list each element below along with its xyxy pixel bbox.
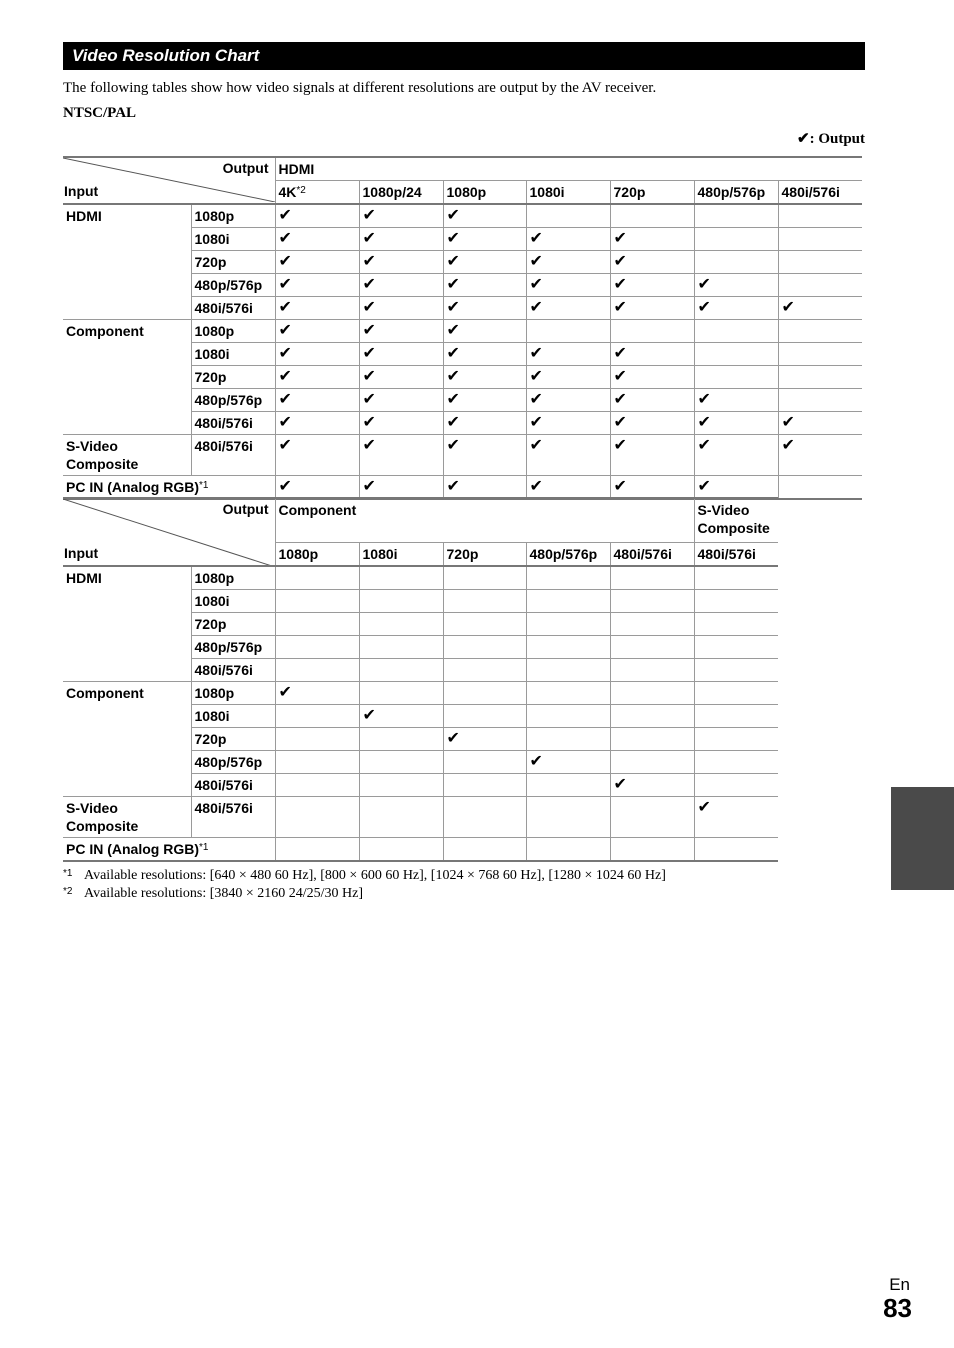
input-resolution: 720p xyxy=(191,727,275,750)
output-empty-cell xyxy=(778,389,862,412)
table-row xyxy=(63,204,862,228)
analog-output-table xyxy=(63,497,778,862)
output-empty-cell xyxy=(443,612,526,635)
output-empty-cell xyxy=(359,796,443,837)
output-empty-cell xyxy=(443,635,526,658)
table-row xyxy=(63,681,778,704)
output-empty-cell xyxy=(778,251,862,274)
output-check-cell: ✔ xyxy=(443,343,526,366)
output-check-cell: ✔ xyxy=(443,297,526,320)
input-resolution: 1080p xyxy=(191,566,275,590)
output-check-cell: ✔ xyxy=(610,274,694,297)
footnote-1 xyxy=(63,868,666,884)
output-legend: ✔: Output xyxy=(797,131,865,147)
output-empty-cell xyxy=(275,727,359,750)
corner-input-label: Input xyxy=(64,183,99,199)
output-empty-cell xyxy=(526,681,610,704)
output-check-cell: ✔ xyxy=(610,251,694,274)
footnote-mark: *1 xyxy=(63,868,73,879)
output-empty-cell xyxy=(778,343,862,366)
page-number: 83 xyxy=(883,1293,912,1323)
output-check-cell: ✔ xyxy=(443,366,526,389)
output-check-cell: ✔ xyxy=(275,343,359,366)
output-check-cell: ✔ xyxy=(275,435,359,476)
output-check-cell: ✔ xyxy=(275,389,359,412)
output-check-cell: ✔ xyxy=(275,204,359,228)
output-empty-cell xyxy=(443,681,526,704)
output-check-cell: ✔ xyxy=(526,297,610,320)
input-category-pc-in xyxy=(63,476,275,500)
output-empty-cell xyxy=(443,589,526,612)
output-empty-cell xyxy=(610,681,694,704)
output-check-cell: ✔ xyxy=(359,435,443,476)
output-check-cell: ✔ xyxy=(359,704,443,727)
output-empty-cell xyxy=(359,658,443,681)
output-check-cell: ✔ xyxy=(526,366,610,389)
subhead-ntsc-pal: NTSC/PAL xyxy=(63,105,137,121)
output-check-cell: ✔ xyxy=(359,320,443,343)
output-check-cell: ✔ xyxy=(359,204,443,228)
output-empty-cell xyxy=(275,773,359,796)
group-header-hdmi: HDMI xyxy=(275,157,862,181)
output-empty-cell xyxy=(694,750,778,773)
output-empty-cell xyxy=(275,750,359,773)
output-check-cell: ✔ xyxy=(526,274,610,297)
input-resolution: 480p/576p xyxy=(191,274,275,297)
output-empty-cell xyxy=(526,589,610,612)
input-resolution: 480i/576i xyxy=(191,658,275,681)
output-empty-cell xyxy=(610,796,694,837)
output-empty-cell xyxy=(694,566,778,590)
input-category: HDMI xyxy=(63,204,191,320)
output-check-cell: ✔ xyxy=(526,435,610,476)
output-check-cell: ✔ xyxy=(526,389,610,412)
column-header: 480p/576p xyxy=(694,181,778,205)
output-empty-cell xyxy=(610,204,694,228)
table-corner xyxy=(63,498,275,566)
output-empty-cell xyxy=(359,566,443,590)
output-empty-cell xyxy=(275,612,359,635)
column-header: 1080p xyxy=(443,181,526,205)
output-check-cell: ✔ xyxy=(526,228,610,251)
corner-input-label: Input xyxy=(64,544,99,561)
output-check-cell: ✔ xyxy=(443,435,526,476)
table-row-pc-in xyxy=(63,837,778,861)
output-check-cell: ✔ xyxy=(610,435,694,476)
output-check-cell: ✔ xyxy=(275,228,359,251)
output-check-cell: ✔ xyxy=(526,343,610,366)
output-empty-cell xyxy=(526,727,610,750)
table-row xyxy=(63,320,862,343)
input-category-pc-in xyxy=(63,837,275,861)
output-check-cell: ✔ xyxy=(443,204,526,228)
output-check-cell: ✔ xyxy=(694,389,778,412)
chapter-side-tab xyxy=(891,787,954,890)
output-check-cell: ✔ xyxy=(359,228,443,251)
output-check-cell: ✔ xyxy=(610,228,694,251)
output-empty-cell xyxy=(526,837,610,861)
output-empty-cell xyxy=(610,727,694,750)
output-check-cell: ✔ xyxy=(526,750,610,773)
output-check-cell: ✔ xyxy=(359,366,443,389)
footnote-mark: *2 xyxy=(63,886,73,897)
output-check-cell: ✔ xyxy=(526,251,610,274)
input-category: S-Video Composite xyxy=(63,796,191,837)
group-header-svideo-composite: S-Video Composite xyxy=(694,498,778,542)
output-empty-cell xyxy=(275,635,359,658)
output-empty-cell xyxy=(275,837,359,861)
pc-in-label: PC IN (Analog RGB) xyxy=(66,840,199,857)
output-check-cell: ✔ xyxy=(694,274,778,297)
output-empty-cell xyxy=(526,658,610,681)
output-check-cell: ✔ xyxy=(610,412,694,435)
output-empty-cell xyxy=(275,704,359,727)
footnote-ref: *1 xyxy=(199,841,209,853)
output-empty-cell xyxy=(610,612,694,635)
input-resolution: 1080p xyxy=(191,204,275,228)
output-empty-cell xyxy=(443,837,526,861)
output-check-cell: ✔ xyxy=(443,727,526,750)
output-check-cell: ✔ xyxy=(694,476,778,500)
output-empty-cell xyxy=(526,796,610,837)
output-empty-cell xyxy=(526,635,610,658)
output-empty-cell xyxy=(359,635,443,658)
column-header: 480i/576i xyxy=(778,181,862,205)
output-empty-cell xyxy=(275,566,359,590)
input-resolution: 720p xyxy=(191,251,275,274)
input-resolution: 720p xyxy=(191,612,275,635)
output-check-cell: ✔ xyxy=(275,681,359,704)
output-empty-cell xyxy=(610,320,694,343)
output-empty-cell xyxy=(359,612,443,635)
output-check-cell: ✔ xyxy=(443,228,526,251)
output-check-cell: ✔ xyxy=(694,435,778,476)
output-empty-cell xyxy=(275,796,359,837)
output-check-cell: ✔ xyxy=(610,773,694,796)
input-resolution: 1080p xyxy=(191,320,275,343)
column-header: 1080i xyxy=(526,181,610,205)
output-empty-cell xyxy=(610,750,694,773)
output-check-cell: ✔ xyxy=(359,412,443,435)
output-empty-cell xyxy=(526,773,610,796)
column-header: 1080p xyxy=(275,542,359,566)
output-empty-cell xyxy=(778,228,862,251)
input-category: Component xyxy=(63,681,191,796)
output-empty-cell xyxy=(443,750,526,773)
output-empty-cell xyxy=(443,658,526,681)
output-check-cell: ✔ xyxy=(694,796,778,837)
output-check-cell: ✔ xyxy=(526,476,610,500)
section-title: Video Resolution Chart xyxy=(63,42,865,70)
output-empty-cell xyxy=(443,796,526,837)
column-header: 480p/576p xyxy=(526,542,610,566)
footnote-ref: *2 xyxy=(296,185,306,196)
output-empty-cell xyxy=(359,750,443,773)
output-check-cell: ✔ xyxy=(359,274,443,297)
output-empty-cell xyxy=(275,658,359,681)
output-check-cell: ✔ xyxy=(443,412,526,435)
output-empty-cell xyxy=(694,658,778,681)
table-row-pc-in xyxy=(63,476,862,500)
table-row xyxy=(63,435,862,476)
output-empty-cell xyxy=(610,635,694,658)
output-empty-cell xyxy=(694,228,778,251)
output-empty-cell xyxy=(694,773,778,796)
output-empty-cell xyxy=(526,204,610,228)
column-header: 1080p/24 xyxy=(359,181,443,205)
output-empty-cell xyxy=(778,366,862,389)
output-check-cell: ✔ xyxy=(359,297,443,320)
column-header: 480i/576i xyxy=(610,542,694,566)
input-category: S-Video Composite xyxy=(63,435,191,476)
output-empty-cell xyxy=(694,204,778,228)
output-empty-cell xyxy=(275,589,359,612)
output-check-cell: ✔ xyxy=(443,476,526,500)
input-resolution: 480i/576i xyxy=(191,796,275,837)
output-empty-cell xyxy=(694,320,778,343)
input-category: Component xyxy=(63,320,191,435)
output-check-cell: ✔ xyxy=(443,274,526,297)
input-resolution: 1080p xyxy=(191,681,275,704)
input-resolution: 1080i xyxy=(191,589,275,612)
output-empty-cell xyxy=(443,704,526,727)
output-empty-cell xyxy=(694,251,778,274)
output-empty-cell xyxy=(694,635,778,658)
output-check-cell: ✔ xyxy=(275,320,359,343)
output-check-cell: ✔ xyxy=(443,389,526,412)
output-check-cell: ✔ xyxy=(610,476,694,500)
output-check-cell: ✔ xyxy=(275,251,359,274)
table-row xyxy=(63,796,778,837)
output-check-cell: ✔ xyxy=(275,274,359,297)
output-check-cell: ✔ xyxy=(610,343,694,366)
output-empty-cell xyxy=(610,566,694,590)
input-resolution: 480p/576p xyxy=(191,750,275,773)
output-empty-cell xyxy=(778,204,862,228)
footnote-text: Available resolutions: [640 × 480 60 Hz], [800 × 600 60 Hz], [1024 × 768 60 Hz], [1280 × 1024 60 Hz] xyxy=(84,868,666,883)
output-check-cell: ✔ xyxy=(610,366,694,389)
output-empty-cell xyxy=(359,727,443,750)
output-empty-cell xyxy=(359,681,443,704)
output-check-cell: ✔ xyxy=(610,297,694,320)
output-empty-cell xyxy=(610,837,694,861)
output-empty-cell xyxy=(694,681,778,704)
output-check-cell: ✔ xyxy=(275,412,359,435)
input-resolution: 480i/576i xyxy=(191,412,275,435)
intro-text: The following tables show how video signals at different resolutions are output by the AV receiver. xyxy=(63,80,657,96)
footnote-ref: *1 xyxy=(199,480,209,491)
input-resolution: 480p/576p xyxy=(191,635,275,658)
output-check-cell: ✔ xyxy=(694,412,778,435)
input-resolution: 480i/576i xyxy=(191,297,275,320)
output-empty-cell xyxy=(694,612,778,635)
output-empty-cell xyxy=(778,274,862,297)
output-check-cell: ✔ xyxy=(359,343,443,366)
output-empty-cell xyxy=(526,612,610,635)
output-empty-cell xyxy=(778,476,862,500)
output-empty-cell xyxy=(694,727,778,750)
output-empty-cell xyxy=(526,566,610,590)
page-language: En xyxy=(889,1275,910,1294)
input-category: HDMI xyxy=(63,566,191,682)
input-resolution: 1080i xyxy=(191,343,275,366)
table-corner xyxy=(63,157,275,204)
column-header-label: 4K xyxy=(278,184,297,200)
output-empty-cell xyxy=(610,704,694,727)
column-header: 480i/576i xyxy=(694,542,778,566)
output-empty-cell xyxy=(694,343,778,366)
footnote-2 xyxy=(63,886,363,902)
column-header xyxy=(275,181,359,205)
group-header-component: Component xyxy=(275,498,694,542)
input-resolution: 720p xyxy=(191,366,275,389)
output-check-cell: ✔ xyxy=(778,297,862,320)
output-check-cell: ✔ xyxy=(526,412,610,435)
output-check-cell: ✔ xyxy=(443,320,526,343)
output-check-cell: ✔ xyxy=(694,297,778,320)
input-resolution: 480i/576i xyxy=(191,435,275,476)
output-empty-cell xyxy=(359,773,443,796)
output-empty-cell xyxy=(443,773,526,796)
hdmi-output-table xyxy=(63,156,862,500)
output-empty-cell xyxy=(610,658,694,681)
pc-in-label: PC IN (Analog RGB) xyxy=(66,479,199,495)
output-check-cell: ✔ xyxy=(443,251,526,274)
input-resolution: 1080i xyxy=(191,704,275,727)
output-empty-cell xyxy=(778,320,862,343)
output-check-cell: ✔ xyxy=(778,412,862,435)
output-check-cell: ✔ xyxy=(778,435,862,476)
output-empty-cell xyxy=(694,837,778,861)
output-empty-cell xyxy=(694,704,778,727)
output-check-cell: ✔ xyxy=(359,251,443,274)
output-check-cell: ✔ xyxy=(275,297,359,320)
output-check-cell: ✔ xyxy=(359,476,443,500)
output-empty-cell xyxy=(526,704,610,727)
output-check-cell: ✔ xyxy=(610,389,694,412)
output-empty-cell xyxy=(359,589,443,612)
output-check-cell: ✔ xyxy=(275,476,359,500)
table-row xyxy=(63,566,778,590)
output-empty-cell xyxy=(694,589,778,612)
input-resolution: 480p/576p xyxy=(191,389,275,412)
corner-output-label: Output xyxy=(222,160,269,176)
output-check-cell: ✔ xyxy=(275,366,359,389)
output-empty-cell xyxy=(526,320,610,343)
output-empty-cell xyxy=(443,566,526,590)
output-empty-cell xyxy=(359,837,443,861)
column-header: 720p xyxy=(610,181,694,205)
footnote-text: Available resolutions: [3840 × 2160 24/25/30 Hz] xyxy=(84,886,364,901)
column-header: 720p xyxy=(443,542,526,566)
input-resolution: 480i/576i xyxy=(191,773,275,796)
corner-output-label: Output xyxy=(222,501,269,517)
output-check-cell: ✔ xyxy=(359,389,443,412)
column-header: 1080i xyxy=(359,542,443,566)
input-resolution: 1080i xyxy=(191,228,275,251)
output-empty-cell xyxy=(610,589,694,612)
output-empty-cell xyxy=(694,366,778,389)
